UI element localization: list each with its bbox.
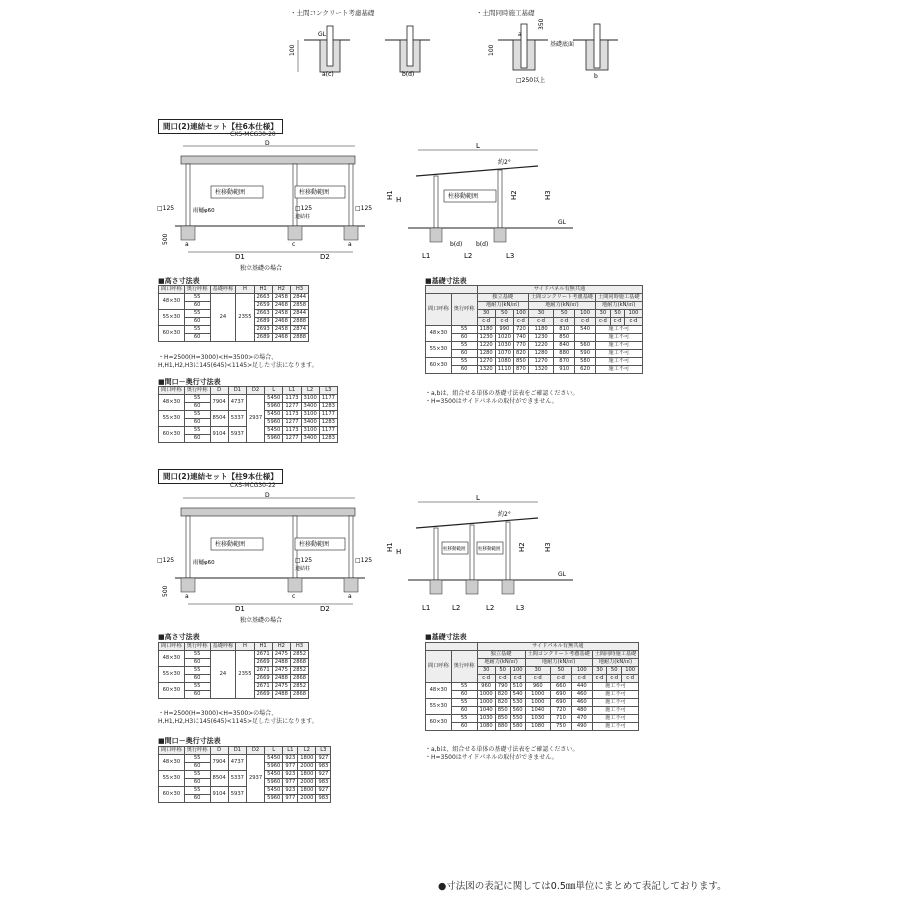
s2-base-title: ■基礎寸法表: [425, 633, 467, 641]
s1-height-note-1: ・H=2500(H=3000)<H=3500>の場合、: [158, 354, 278, 361]
svg-text:H2: H2: [518, 542, 526, 552]
svg-text:H3: H3: [544, 190, 552, 200]
section1-side-diagram: [378, 140, 578, 270]
svg-text:□125: □125: [295, 205, 313, 212]
svg-text:独立基礎の場合: 独立基礎の場合: [240, 265, 283, 272]
svg-text:柱移動範囲: 柱移動範囲: [443, 547, 466, 552]
svg-text:c: c: [292, 241, 296, 248]
s2-depth-title: ■間口－奥行寸法表: [158, 737, 221, 745]
s1-base-note-2: ・H=3500はサイドパネルの取付ができません。: [425, 398, 558, 405]
section1-front-diagram: [155, 140, 375, 275]
svg-text:□125: □125: [157, 557, 175, 564]
s2-depth-table: 間口呼称 奥行呼称 D D1 D2 L L1 L2 L3 48×30 55 7904 4737 2937 5450 923 1800 927 60 5960 977 2000 983 55×30 55 8504 5337 5450 923 1800 927 60 5960 977 2000 983 60×30 55 9104 5937 5450 923 1800 927 60 5960 977 2000 983: [158, 746, 331, 803]
section2-front-diagram: [155, 492, 375, 627]
svg-text:L3: L3: [506, 252, 515, 260]
s2-height-note-1: ・H=2500(H=3000)<H=3500>の場合、: [158, 710, 278, 717]
section2-model: CXS-MCG30-22: [230, 482, 276, 489]
svg-text:□125: □125: [355, 557, 373, 564]
s1-depth-title: ■間口－奥行寸法表: [158, 378, 221, 386]
svg-text:□250以上: □250以上: [516, 77, 546, 84]
svg-text:a: a: [348, 241, 352, 248]
svg-text:a: a: [185, 593, 189, 600]
svg-text:連結柱: 連結柱: [295, 566, 311, 572]
s1-base-table: サイドパネル有無共通 間口呼称 奥行呼称 独立基礎 土間コンクリート考慮基礎 土間同時施工基礎 地耐力(kN/㎡) 地耐力(kN/㎡) 地耐力(kN/㎡) 30 50 100 30 50 100 30 50 100 c·d c·d c·d c·d c·d c·d c·d c·d c·d 48×30 55 1180 990 720 1180 810 540 施工不可 60 1230 1020 740 1230 850 施工不可 55×30 55 1220 1030 770 1220 840 560 施工不可 60 1280 1070 820 1280 880 590 施工不可 60×30 55 1270 1080 850 1270 870 580 施工不可 60 1320 1110 870 1320 910 620 施工不可: [425, 285, 643, 374]
svg-text:約2°: 約2°: [498, 159, 511, 166]
svg-text:L: L: [476, 142, 480, 150]
s1-height-note-2: H,H1,H2,H3に145(645)<1145>足した寸法になります。: [158, 362, 318, 369]
svg-text:L1: L1: [422, 604, 431, 612]
svg-text:独立基礎の場合: 独立基礎の場合: [240, 617, 283, 624]
s2-base-table: サイドパネル有無共通 間口呼称 奥行呼称 独立基礎 土間コンクリート考慮基礎 土間同時施工基礎 地耐力(kN/㎡) 地耐力(kN/㎡) 地耐力(kN/㎡) 30 50 100 30 50 100 30 50 100 c·d c·d c·d c·d c·d c·d c·d c·d c·d 48×30 55 960 790 510 960 660 440 施工不可 60 1000 820 540 1000 690 460 施工不可 55×30 55 1000 820 530 1000 690 460 施工不可 60 1040 850 560 1040 720 480 施工不可 60×30 55 1030 850 550 1030 710 470 施工不可 60 1080 880 580 1080 750 490 施工不可: [425, 642, 639, 731]
svg-text:柱移動範囲: 柱移動範囲: [448, 193, 479, 200]
svg-text:D: D: [265, 492, 270, 499]
svg-text:□125: □125: [355, 205, 373, 212]
svg-text:L2: L2: [486, 604, 495, 612]
left-foundation-title: ・土間コンクリート考慮基礎: [290, 9, 375, 17]
svg-text:柱移動範囲: 柱移動範囲: [215, 541, 246, 548]
svg-text:H: H: [396, 548, 402, 556]
s1-height-title: ■高さ寸法表: [158, 277, 200, 285]
section1-model: CXS-MCG30-20: [230, 131, 276, 138]
s2-height-note-2: H,H1,H2,H3に145(645)<1145>足した寸法になります。: [158, 718, 318, 725]
svg-text:D2: D2: [320, 605, 330, 613]
svg-text:a(c): a(c): [322, 71, 334, 78]
svg-text:350: 350: [538, 18, 545, 30]
svg-text:□125: □125: [157, 205, 175, 212]
right-foundation-title: ・土間同時施工基礎: [476, 9, 535, 17]
svg-text:柱移動範囲: 柱移動範囲: [478, 547, 501, 552]
svg-text:約2°: 約2°: [498, 511, 511, 518]
svg-text:柱移動範囲: 柱移動範囲: [299, 189, 330, 196]
s1-depth-table: 間口呼称 奥行呼称 D D1 D2 L L1 L2 L3 48×30 55 7904 4737 2937 5450 1173 3100 1177 60 5960 1277 3400 1283 55×30 55 8504 5337 5450 1173 3100 1177 60 5960 1277 3400 1283 60×30 55 9104 5937 5450 1173 3100 1177 60 5960 1277 3400 1283: [158, 386, 338, 443]
section2-title: 間口(2)連結セット【柱9本仕様】: [158, 469, 283, 484]
svg-text:柱移動範囲: 柱移動範囲: [215, 189, 246, 196]
section2-side-diagram: [378, 492, 578, 622]
svg-text:H2: H2: [510, 190, 518, 200]
svg-text:H1: H1: [386, 542, 394, 552]
svg-text:GL: GL: [318, 31, 326, 38]
svg-text:c: c: [292, 593, 296, 600]
svg-text:D1: D1: [235, 605, 245, 613]
s1-base-note-1: ・a,bは、組合せる単体の基礎寸法表をご確認ください。: [425, 390, 579, 397]
svg-text:D2: D2: [320, 253, 330, 261]
svg-text:□125: □125: [295, 557, 313, 564]
footer-note: ●寸法図の表記に関しては0.5㎜単位にまとめて表記しております。: [438, 881, 727, 892]
svg-text:L1: L1: [422, 252, 431, 260]
svg-text:H3: H3: [544, 542, 552, 552]
s2-height-table: 間口呼称 奥行呼称 基礎呼称 H H1 H2 H3 48×30 55 24 2355 2671 2475 2852 60 2669 2488 2868 55×30 55 2671 2475 2852 60 2669 2488 2868 60×30 55 2671 2475 2852 60 2669 2488 2868: [158, 642, 309, 699]
svg-text:D: D: [265, 140, 270, 147]
svg-text:雨樋φ60: 雨樋φ60: [193, 560, 215, 566]
svg-text:500: 500: [162, 233, 169, 245]
svg-text:L2: L2: [464, 252, 473, 260]
svg-text:b: b: [594, 73, 598, 80]
s1-height-table: 間口呼称 奥行呼称 基礎呼称 H H1 H2 H3 48×30 55 24 2355 2663 2458 2844 60 2659 2468 2858 55×30 55 2663 2458 2844 60 2689 2468 2888 60×30 55 2693 2458 2874 60 2689 2468 2888: [158, 285, 309, 342]
s2-base-note-2: ・H=3500はサイドパネルの取付ができません。: [425, 754, 558, 761]
right-foundation-sketch: [488, 18, 628, 88]
section1-title: 間口(2)連結セット【柱6本仕様】: [158, 119, 283, 134]
s1-base-title: ■基礎寸法表: [425, 277, 467, 285]
svg-text:L3: L3: [516, 604, 525, 612]
svg-text:b(d): b(d): [476, 241, 489, 248]
svg-text:雨樋φ60: 雨樋φ60: [193, 208, 215, 214]
svg-text:GL: GL: [558, 219, 566, 226]
svg-text:GL: GL: [558, 571, 566, 578]
svg-text:H: H: [396, 196, 402, 204]
svg-text:100: 100: [488, 44, 495, 56]
svg-text:D1: D1: [235, 253, 245, 261]
svg-text:H1: H1: [386, 190, 394, 200]
svg-text:a: a: [348, 593, 352, 600]
svg-text:柱移動範囲: 柱移動範囲: [299, 541, 330, 548]
svg-text:500: 500: [162, 585, 169, 597]
svg-text:a: a: [185, 241, 189, 248]
svg-text:L: L: [476, 494, 480, 502]
svg-text:L2: L2: [452, 604, 461, 612]
s2-height-title: ■高さ寸法表: [158, 633, 200, 641]
s2-base-note-1: ・a,bは、組合せる単体の基礎寸法表をご確認ください。: [425, 746, 579, 753]
svg-text:連結柱: 連結柱: [295, 214, 311, 220]
svg-text:a: a: [518, 31, 522, 38]
svg-text:b(d): b(d): [402, 71, 415, 78]
svg-text:基礎底面: 基礎底面: [550, 41, 575, 48]
svg-text:100: 100: [289, 44, 296, 56]
svg-text:b(d): b(d): [450, 241, 463, 248]
left-foundation-sketch: [290, 18, 450, 78]
